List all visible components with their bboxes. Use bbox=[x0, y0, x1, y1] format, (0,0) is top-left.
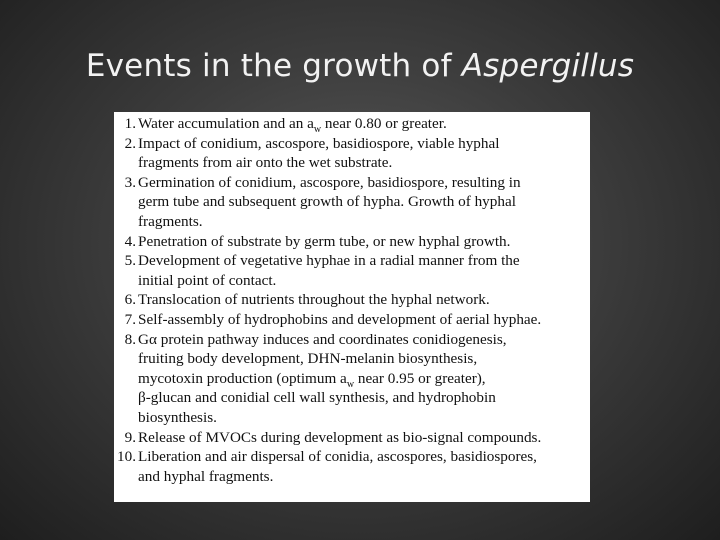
event-text: Gα protein pathway induces and coordinates conidiogenesis, bbox=[138, 330, 507, 348]
event-number: 9. bbox=[124, 428, 136, 446]
event-text-line bbox=[138, 349, 586, 369]
event-number: 10. bbox=[117, 448, 136, 466]
event-text: near 0.95 or greater), bbox=[354, 369, 486, 387]
event-text-line bbox=[138, 192, 586, 212]
event-item bbox=[120, 310, 586, 330]
event-text: fragments. bbox=[138, 212, 203, 230]
title-italic: Aspergillus bbox=[461, 48, 635, 84]
event-text: Liberation and air dispersal of conidia, ascospores, basidiospores, bbox=[138, 448, 537, 466]
event-text: mycotoxin production (optimum a bbox=[138, 369, 347, 387]
event-text: germ tube and subsequent growth of hypha. Growth of hyphal bbox=[138, 193, 516, 211]
subscript: w bbox=[313, 124, 322, 136]
event-text-line bbox=[138, 134, 586, 154]
event-text-line bbox=[138, 388, 586, 408]
event-text: near 0.80 or greater. bbox=[321, 115, 447, 132]
event-text-line bbox=[138, 251, 586, 271]
event-text: β-glucan and conidial cell wall synthesis, and hydrophobin bbox=[138, 389, 496, 407]
event-text: Impact of conidium, ascospore, basidiospore, viable hyphal bbox=[138, 134, 500, 152]
event-text: Self-assembly of hydrophobins and development of aerial hyphae. bbox=[138, 310, 542, 328]
event-text-line bbox=[138, 447, 586, 467]
event-text: and hyphal fragments. bbox=[138, 467, 274, 485]
event-text: Release of MVOCs during development as bio-signal compounds. bbox=[138, 428, 542, 446]
event-text: biosynthesis. bbox=[138, 408, 217, 426]
event-text-line bbox=[138, 369, 586, 389]
event-number: 1. bbox=[124, 115, 136, 132]
events-list-panel bbox=[114, 112, 590, 502]
event-text: fruiting body development, DHN-melanin biosynthesis, bbox=[138, 350, 478, 368]
event-text: fragments from air onto the wet substrate. bbox=[138, 154, 393, 172]
event-text-line bbox=[138, 271, 586, 291]
event-item bbox=[117, 447, 586, 486]
subscript: w bbox=[346, 378, 355, 390]
event-number: 6. bbox=[124, 291, 136, 309]
event-text-line bbox=[138, 153, 586, 173]
event-number: 8. bbox=[124, 330, 136, 348]
event-number: 7. bbox=[124, 310, 136, 328]
event-text: Penetration of substrate by germ tube, or new hyphal growth. bbox=[138, 232, 511, 250]
slide-title bbox=[0, 48, 720, 84]
event-text-line bbox=[138, 114, 586, 134]
event-item bbox=[120, 290, 586, 310]
event-text-line bbox=[138, 408, 586, 428]
event-text-line bbox=[138, 212, 586, 232]
event-item bbox=[120, 251, 586, 290]
event-text: Water accumulation and an a bbox=[138, 115, 314, 132]
event-item bbox=[120, 232, 586, 252]
event-text-line bbox=[138, 330, 586, 350]
events-list bbox=[117, 114, 586, 486]
event-number: 4. bbox=[124, 232, 136, 250]
event-text: Germination of conidium, ascospore, basidiospore, resulting in bbox=[138, 173, 521, 191]
event-item bbox=[120, 173, 586, 232]
event-text: initial point of contact. bbox=[138, 271, 277, 289]
event-item bbox=[120, 428, 586, 448]
event-item bbox=[120, 134, 586, 173]
event-number: 3. bbox=[124, 173, 136, 191]
event-text-line bbox=[138, 173, 586, 193]
event-text-line bbox=[138, 232, 586, 252]
event-text-line bbox=[138, 428, 586, 448]
event-text-line bbox=[138, 310, 586, 330]
event-text: Development of vegetative hyphae in a radial manner from the bbox=[138, 252, 520, 270]
event-text-line bbox=[138, 290, 586, 310]
event-item bbox=[120, 114, 586, 134]
title-main: Events in the growth of bbox=[85, 48, 452, 84]
event-number: 5. bbox=[124, 252, 136, 270]
event-text-line bbox=[138, 467, 586, 487]
event-number: 2. bbox=[124, 134, 136, 152]
event-item bbox=[120, 330, 586, 428]
event-text: Translocation of nutrients throughout the hyphal network. bbox=[138, 291, 490, 309]
